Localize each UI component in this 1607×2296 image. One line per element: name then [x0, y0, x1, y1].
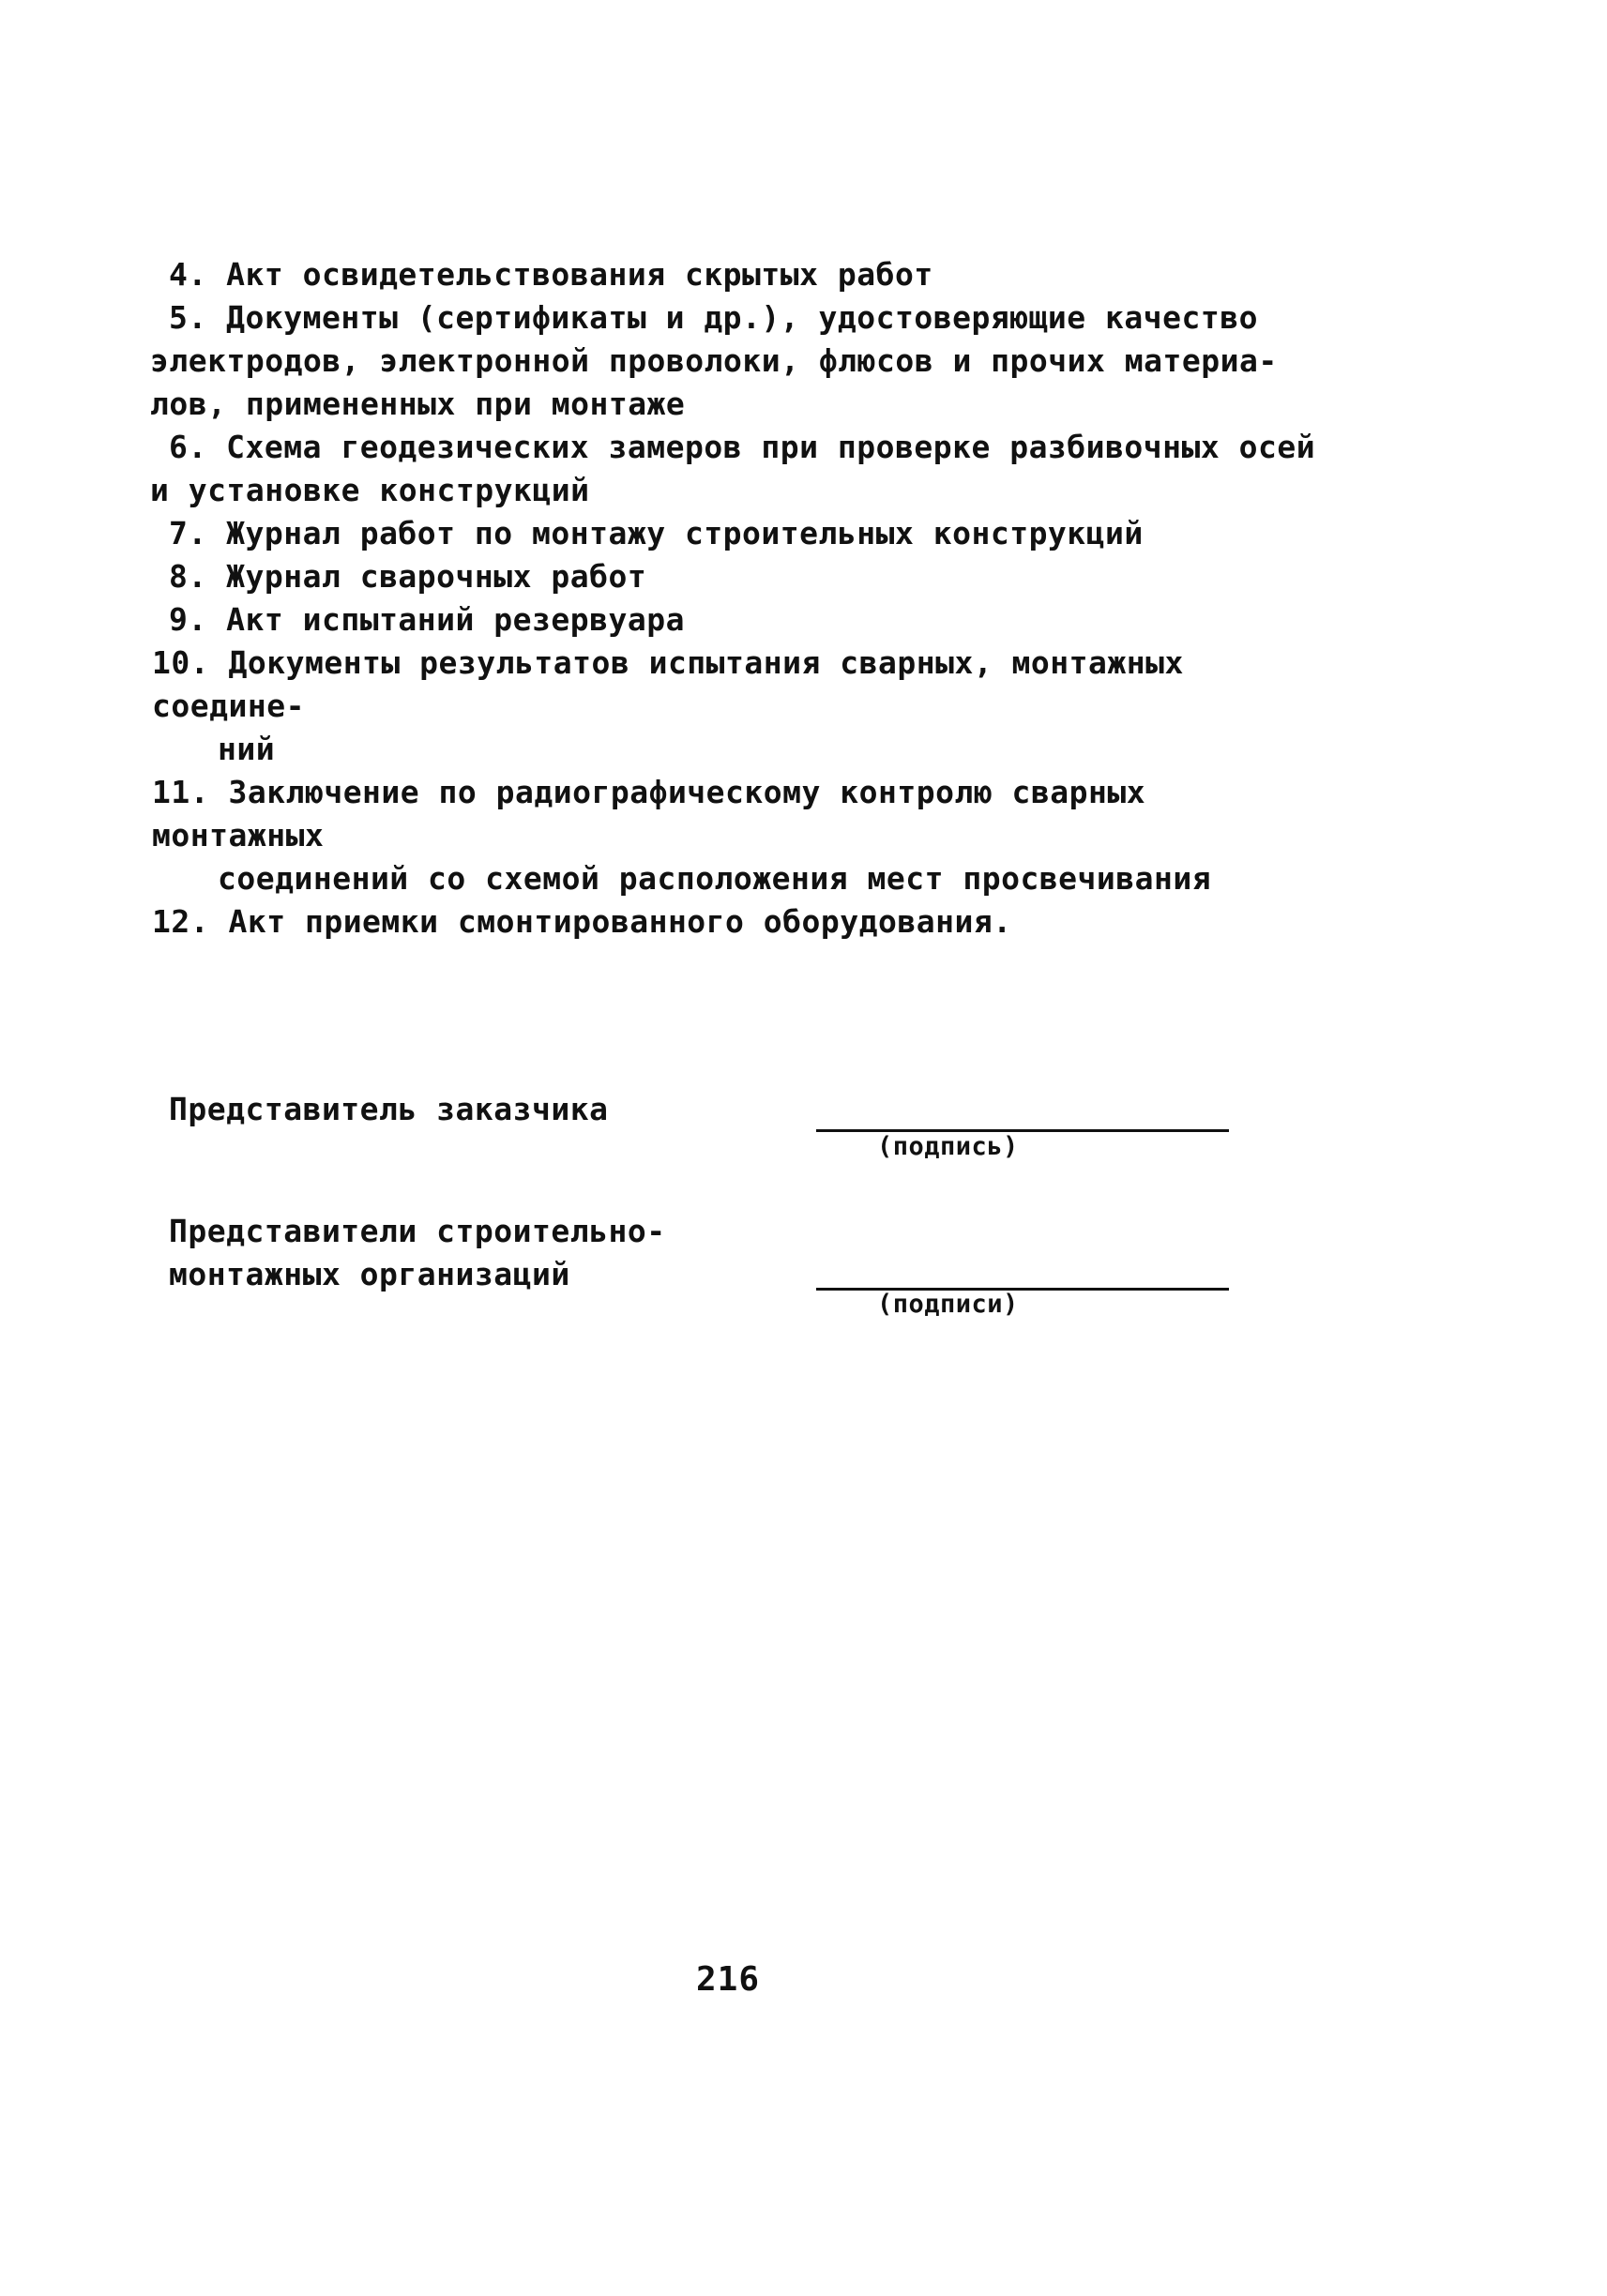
item-number: 9.	[169, 601, 207, 638]
document-list	[150, 253, 1332, 944]
item-number: 6.	[169, 429, 207, 465]
item-text: Акт испытаний резервуара	[226, 601, 685, 638]
item-text-line: Документы результатов испытания сварных, монтажных соедине-	[152, 644, 1184, 724]
contractors-signature-caption: (подписи)	[877, 1290, 1019, 1319]
item-number: 4.	[169, 256, 207, 293]
item-text-line: Схема геодезических замеров при проверке разбивочных осей	[226, 429, 1316, 465]
list-item-7	[169, 512, 1332, 555]
item-text-line: ний	[218, 731, 276, 767]
list-item-6	[150, 426, 1332, 512]
item-text: Журнал работ по монтажу строительных конструкций	[226, 515, 1144, 551]
list-item-10	[152, 642, 1332, 771]
item-text-line: Документы (сертификаты и др.), удостоверяющие качество	[226, 299, 1258, 336]
customer-representative-label: Представитель заказчика	[169, 1091, 609, 1127]
item-number: 7.	[169, 515, 207, 551]
customer-signature-block	[169, 1088, 1295, 1172]
item-text: Акт освидетельствования скрытых работ	[226, 256, 933, 293]
item-number: 10.	[152, 644, 210, 681]
item-text: Акт приемки смонтированного оборудования.	[228, 903, 1012, 940]
contractors-representative-label-line1: Представители строительно-	[169, 1213, 666, 1249]
customer-signature-caption: (подпись)	[877, 1132, 1019, 1161]
item-text-line: лов, примененных при монтаже	[150, 385, 686, 422]
item-text-line: электродов, электронной проволоки, флюсов и прочих материа-	[150, 342, 1278, 379]
page-number: 216	[696, 1960, 761, 1999]
contractors-signature-block	[169, 1210, 1295, 1332]
item-number: 12.	[152, 903, 210, 940]
list-item-8	[169, 555, 1332, 598]
contractors-representative-label-line2: монтажных организаций	[169, 1256, 570, 1292]
item-text-line: соединений со схемой расположения мест просвечивания	[218, 860, 1212, 897]
item-text-line: Заключение по радиографическому контролю сварных монтажных	[152, 774, 1146, 853]
item-number: 5.	[169, 299, 207, 336]
item-text-line: и установке конструкций	[150, 472, 590, 508]
list-item-4	[169, 253, 1332, 296]
item-number: 11.	[152, 774, 210, 810]
list-item-5	[150, 296, 1332, 426]
item-text: Журнал сварочных работ	[226, 558, 647, 595]
list-item-9	[169, 598, 1332, 642]
item-number: 8.	[169, 558, 207, 595]
list-item-12	[152, 900, 1332, 944]
list-item-11	[152, 771, 1332, 900]
